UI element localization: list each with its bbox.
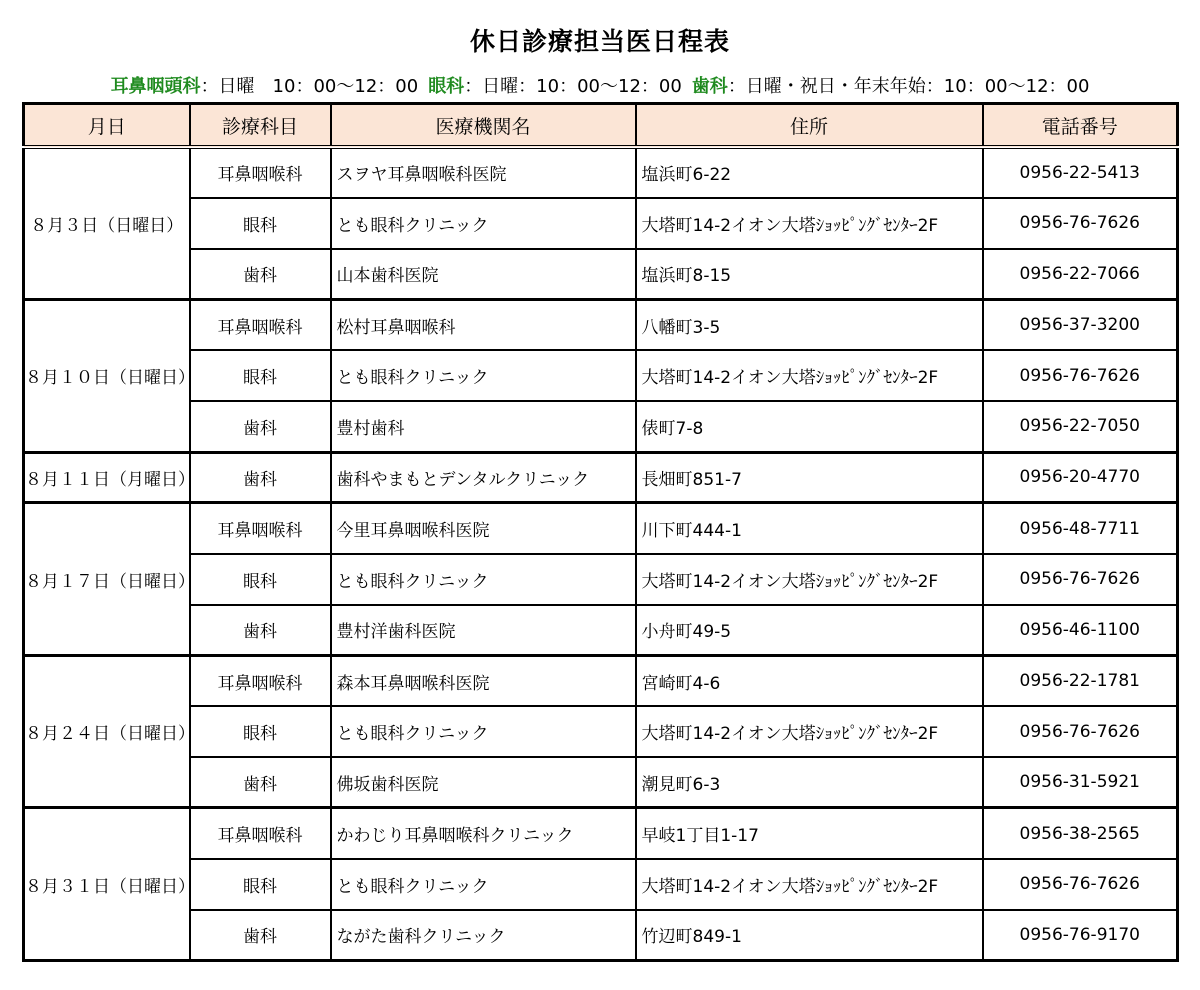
cell-department: 歯科 xyxy=(190,452,331,503)
table-row xyxy=(24,249,1178,300)
cell-address: 小舟町49-5 xyxy=(636,605,983,656)
cell-department: 眼科 xyxy=(190,198,331,249)
table-header-row xyxy=(24,104,1178,148)
cell-address: 大塔町14-2イオン大塔ｼｮｯﾋﾟﾝｸﾞｾﾝﾀｰ2F xyxy=(636,859,983,910)
cell-date: ８月１１日（月曜日） xyxy=(24,452,190,503)
cell-address: 大塔町14-2イオン大塔ｼｮｯﾋﾟﾝｸﾞｾﾝﾀｰ2F xyxy=(636,350,983,401)
cell-institution: 山本歯科医院 xyxy=(331,249,636,300)
cell-institution: とも眼科クリニック xyxy=(331,706,636,757)
cell-address: 潮見町6-3 xyxy=(636,757,983,808)
cell-address: 大塔町14-2イオン大塔ｼｮｯﾋﾟﾝｸﾞｾﾝﾀｰ2F xyxy=(636,198,983,249)
cell-address: 塩浜町8-15 xyxy=(636,249,983,300)
hours-dept-ent: 耳鼻咽頭科 xyxy=(110,76,201,97)
cell-institution: とも眼科クリニック xyxy=(331,859,636,910)
hours-dept-eye: 眼科 xyxy=(428,76,465,97)
table-row xyxy=(24,300,1178,351)
cell-department: 眼科 xyxy=(190,350,331,401)
cell-department: 眼科 xyxy=(190,859,331,910)
cell-date: ８月２４日（日曜日） xyxy=(24,655,190,808)
consultation-hours xyxy=(0,72,1200,98)
cell-address: 早岐1丁目1-17 xyxy=(636,808,983,859)
cell-phone: 0956-76-7626 xyxy=(983,198,1178,249)
hours-text-dental: ：日曜・祝日・年末年始：10：00～12：00 xyxy=(727,76,1090,97)
table-row xyxy=(24,706,1178,757)
cell-institution: 豊村洋歯科医院 xyxy=(331,605,636,656)
cell-date: ８月１０日（日曜日） xyxy=(24,300,190,453)
cell-department: 歯科 xyxy=(190,249,331,300)
cell-phone: 0956-31-5921 xyxy=(983,757,1178,808)
hours-text-eye: ：日曜：10：00～12：00 xyxy=(464,76,682,97)
cell-institution: スヲヤ耳鼻咽喉科医院 xyxy=(331,147,636,198)
table-row xyxy=(24,554,1178,605)
cell-institution: 森本耳鼻咽喉科医院 xyxy=(331,655,636,706)
cell-department: 耳鼻咽喉科 xyxy=(190,503,331,554)
cell-address: 竹辺町849-1 xyxy=(636,910,983,961)
schedule-body xyxy=(24,147,1178,961)
cell-department: 耳鼻咽喉科 xyxy=(190,300,331,351)
cell-department: 歯科 xyxy=(190,605,331,656)
cell-institution: とも眼科クリニック xyxy=(331,350,636,401)
cell-phone: 0956-76-7626 xyxy=(983,350,1178,401)
cell-department: 歯科 xyxy=(190,757,331,808)
cell-address: 塩浜町6-22 xyxy=(636,147,983,198)
cell-department: 歯科 xyxy=(190,401,331,452)
cell-department: 眼科 xyxy=(190,706,331,757)
cell-date: ８月３日（日曜日） xyxy=(24,147,190,300)
cell-phone: 0956-37-3200 xyxy=(983,300,1178,351)
cell-phone: 0956-20-4770 xyxy=(983,452,1178,503)
cell-phone: 0956-22-5413 xyxy=(983,147,1178,198)
cell-institution: とも眼科クリニック xyxy=(331,554,636,605)
cell-address: 宮崎町4-6 xyxy=(636,655,983,706)
table-row xyxy=(24,198,1178,249)
cell-department: 耳鼻咽喉科 xyxy=(190,147,331,198)
header-address: 住所 xyxy=(636,104,983,148)
table-row xyxy=(24,910,1178,961)
cell-institution: 歯科やまもとデンタルクリニック xyxy=(331,452,636,503)
header-phone: 電話番号 xyxy=(983,104,1178,148)
cell-address: 大塔町14-2イオン大塔ｼｮｯﾋﾟﾝｸﾞｾﾝﾀｰ2F xyxy=(636,706,983,757)
header-date: 月日 xyxy=(24,104,190,148)
cell-phone: 0956-22-1781 xyxy=(983,655,1178,706)
table-row xyxy=(24,147,1178,198)
cell-phone: 0956-22-7050 xyxy=(983,401,1178,452)
cell-address: 大塔町14-2イオン大塔ｼｮｯﾋﾟﾝｸﾞｾﾝﾀｰ2F xyxy=(636,554,983,605)
cell-phone: 0956-76-7626 xyxy=(983,859,1178,910)
cell-institution: かわじり耳鼻咽喉科クリニック xyxy=(331,808,636,859)
hours-text-ent: ：日曜 10：00～12：00 xyxy=(200,76,419,97)
cell-institution: 松村耳鼻咽喉科 xyxy=(331,300,636,351)
cell-address: 長畑町851-7 xyxy=(636,452,983,503)
cell-institution: とも眼科クリニック xyxy=(331,198,636,249)
cell-phone: 0956-48-7711 xyxy=(983,503,1178,554)
cell-institution: 今里耳鼻咽喉科医院 xyxy=(331,503,636,554)
cell-phone: 0956-76-7626 xyxy=(983,706,1178,757)
cell-institution: 佛坂歯科医院 xyxy=(331,757,636,808)
table-row xyxy=(24,452,1178,503)
cell-address: 八幡町3-5 xyxy=(636,300,983,351)
cell-department: 耳鼻咽喉科 xyxy=(190,655,331,706)
page-title: 休日診療担当医日程表 xyxy=(469,27,730,56)
cell-department: 眼科 xyxy=(190,554,331,605)
header-institution: 医療機関名 xyxy=(331,104,636,148)
table-row xyxy=(24,503,1178,554)
cell-phone: 0956-76-9170 xyxy=(983,910,1178,961)
hours-dept-dental: 歯科 xyxy=(691,76,728,97)
cell-address: 俵町7-8 xyxy=(636,401,983,452)
cell-date: ８月１７日（日曜日） xyxy=(24,503,190,656)
header-department: 診療科目 xyxy=(190,104,331,148)
cell-address: 川下町444-1 xyxy=(636,503,983,554)
cell-phone: 0956-46-1100 xyxy=(983,605,1178,656)
cell-department: 歯科 xyxy=(190,910,331,961)
table-row xyxy=(24,605,1178,656)
table-row xyxy=(24,808,1178,859)
table-row xyxy=(24,655,1178,706)
cell-phone: 0956-38-2565 xyxy=(983,808,1178,859)
cell-phone: 0956-76-7626 xyxy=(983,554,1178,605)
cell-department: 耳鼻咽喉科 xyxy=(190,808,331,859)
cell-institution: ながた歯科クリニック xyxy=(331,910,636,961)
table-row xyxy=(24,757,1178,808)
cell-date: ８月３１日（日曜日） xyxy=(24,808,190,961)
schedule-table xyxy=(22,102,1179,962)
cell-institution: 豊村歯科 xyxy=(331,401,636,452)
cell-phone: 0956-22-7066 xyxy=(983,249,1178,300)
table-row xyxy=(24,350,1178,401)
table-row xyxy=(24,401,1178,452)
table-row xyxy=(24,859,1178,910)
